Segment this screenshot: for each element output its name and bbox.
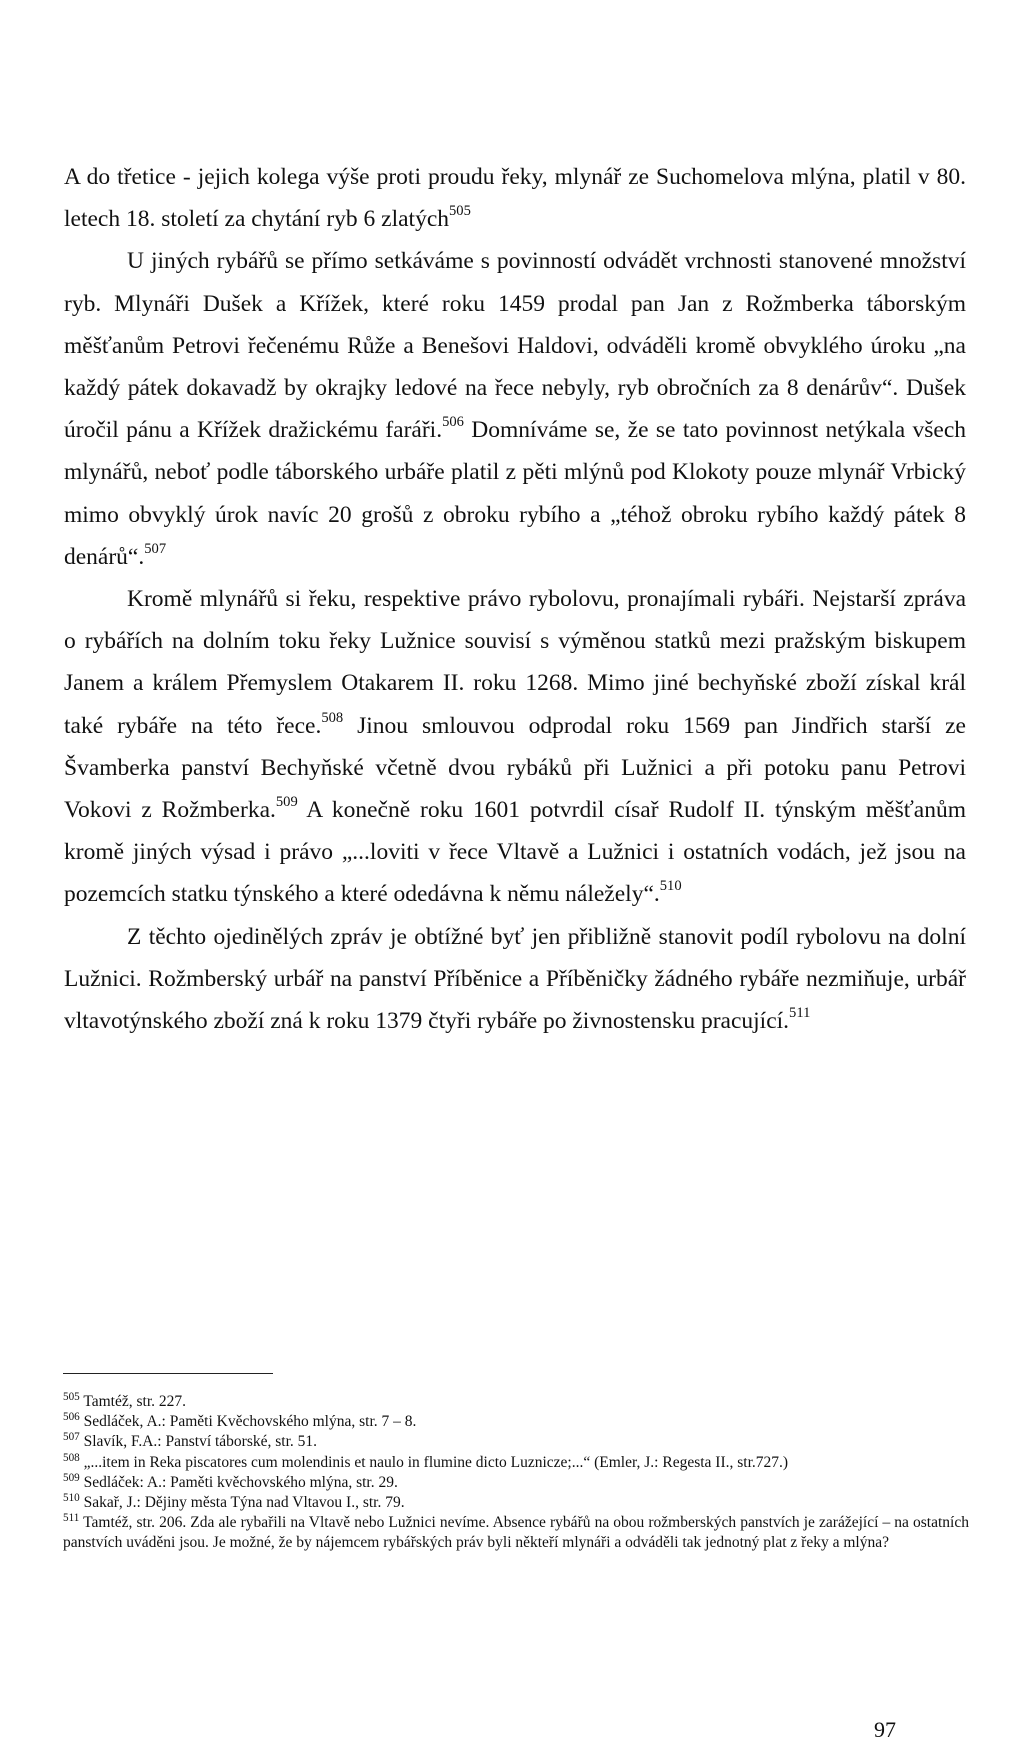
footnote-text: Sedláček, A.: Paměti Kvěchovského mlýna, str. 7 – 8.: [83, 1413, 417, 1431]
page-number-value: 97: [874, 1717, 896, 1742]
footnote-number: 510: [63, 1491, 80, 1504]
footnote-reference: 507: [144, 540, 167, 557]
footnote-reference: 510: [659, 878, 682, 895]
paragraph-text: Domníváme se, že se tato povinnost netýkala všech mlynářů, neboť podle táborského urbáře platil z pěti mlýnů pod Klokoty pouze mlynář Vrbický mimo obvyklý úrok navíc 20 grošů z obroku rybího a „téhož obroku rybího každý pátek 8 denárů“.: [64, 417, 966, 570]
footnote: [63, 1412, 969, 1432]
footnote: [63, 1453, 969, 1473]
footnote: [63, 1473, 969, 1493]
footnote-text: Slavík, F.A.: Panství táborské, str. 51.: [83, 1433, 318, 1451]
footnote-text: Tamtéž, str. 206. Zda ale rybařili na Vltavě nebo Lužnici nevíme. Absence rybářů na obou rožmberských panstvích je zarážející – na ostatních panstvích uváděni jsou. Je možné, že by nájemcem rybářských práv byli někteří mlynáři a odváděli tak jednotný plat z řeky a mlýna?: [63, 1514, 969, 1552]
footnote: [63, 1392, 969, 1412]
footnote-text: „...item in Reka piscatores cum molendinis et naulo in flumine dicto Luznicze;...“ (Emler, J.: Regesta II., str.727.): [83, 1453, 789, 1471]
paragraph: [64, 240, 966, 578]
paragraph-text: U jiných rybářů se přímo setkáváme s povinností odvádět vrchnosti stanovené množství ryb. Mlynáři Dušek a Křížek, které roku 1459 prodal pan Jan z Rožmberka táborským měšťanům Petrovi řečenému Růže a Benešovi Haldovi, odváděli kromě obvyklého úroku „na každý pátek dokavadž by okrajky ledové na řece nebyly, ryb obročních za 8 denárův“. Dušek úročil pánu a Křížek dražickému faráři.: [64, 248, 966, 444]
paragraph-text: A do třetice - jejich kolega výše proti proudu řeky, mlynář ze Suchomelova mlýna, platil v 80. letech 18. století za chytání ryb 6 zlatých: [64, 164, 966, 233]
paragraph-text: A konečně roku 1601 potvrdil císař Rudolf II. týnským měšťanům kromě jiných výsad i právo „...loviti v řece Vltavě a Lužnici i ostatních vodách, jež jsou na pozemcích statku týnského a které odedávna k němu náležely“.: [64, 797, 966, 908]
footnote-text: Sedláček: A.: Paměti kvěchovského mlýna, str. 29.: [83, 1473, 398, 1491]
paragraph-text: Z těchto ojedinělých zpráv je obtížné byť jen přibližně stanovit podíl rybolovu na dolní Lužnici. Rožmberský urbář na panství Příběnice a Příběničky žádného rybáře nezmiňuje, urbář vltavotýnského zboží zná k roku 1379 čtyři rybáře po živnostensku pracující.: [64, 923, 966, 1035]
paragraph: [64, 156, 966, 240]
footnote: [63, 1513, 969, 1553]
footnotes: [63, 1392, 969, 1554]
footnote-reference: 505: [449, 203, 471, 220]
footnote-number: 508: [63, 1451, 80, 1464]
paragraph: [64, 578, 966, 916]
page-number: [0, 1718, 920, 1742]
paragraph-text: Jinou smlouvou odprodal roku 1569 pan Jindřich starší ze Švamberka panství Bechyňské včetně dvou rybáků při Lužnici a při potoku panu Petrovi Vokovi z Rožmberka.: [64, 712, 966, 824]
footnote-number: 509: [63, 1471, 80, 1484]
footnote-reference: 506: [442, 414, 464, 431]
footnote-number: 505: [63, 1390, 80, 1403]
footnote-reference: 509: [275, 794, 298, 811]
footnote-separator: [63, 1373, 273, 1374]
paragraph: [64, 916, 966, 1043]
paragraph-text: Kromě mlynářů si řeku, respektive právo rybolovu, pronajímali rybáři. Nejstarší zpráva o rybářích na dolním toku řeky Lužnice souvisí s výměnou statků mezi pražským biskupem Janem a králem Přemyslem Otakarem II. roku 1268. Mimo jiné bechyňské zboží získal král také rybáře na této řece.: [64, 586, 966, 739]
footnote-text: Tamtéž, str. 227.: [83, 1393, 187, 1410]
footnote-reference: 508: [321, 709, 344, 726]
footnote-reference: 511: [789, 1005, 811, 1022]
footnote-text: Sakař, J.: Dějiny města Týna nad Vltavou I., str. 79.: [83, 1494, 405, 1512]
footnote: [63, 1493, 969, 1513]
footnote-number: 511: [63, 1512, 80, 1525]
main-text: [64, 156, 966, 1042]
footnote: [63, 1432, 969, 1452]
footnote-number: 506: [63, 1411, 80, 1424]
footnote-number: 507: [63, 1431, 80, 1444]
